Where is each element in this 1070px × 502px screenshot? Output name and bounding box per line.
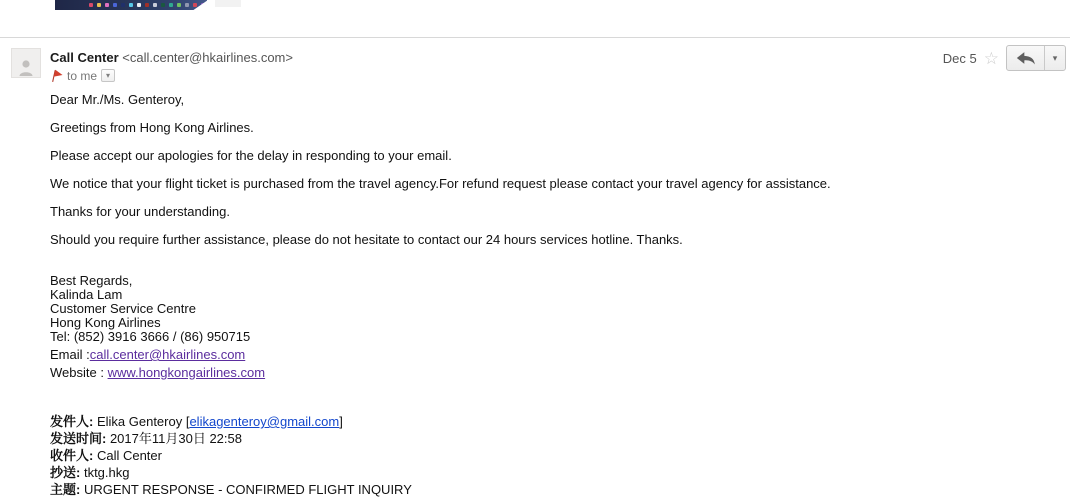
signature-email-link[interactable]: call.center@hkairlines.com bbox=[89, 347, 246, 362]
body-paragraph: Thanks for your understanding. bbox=[50, 204, 230, 219]
dock-app-icon bbox=[161, 3, 165, 7]
signature-line: Best Regards, bbox=[50, 273, 133, 288]
recipient-row bbox=[51, 68, 115, 83]
dock-app-icon bbox=[105, 3, 109, 7]
sender-name: Call Center bbox=[50, 50, 119, 65]
dock-app-icon bbox=[185, 3, 189, 7]
signature-website-row bbox=[50, 365, 1000, 381]
dock-app-icon bbox=[129, 3, 133, 7]
dock-app-icon bbox=[113, 3, 117, 7]
body-paragraph: Should you require further assistance, please do not hesitate to contact our 24 hours services hotline. Thanks. bbox=[50, 232, 683, 247]
dock-app-icon bbox=[153, 3, 157, 7]
dock-app-icon bbox=[121, 3, 125, 7]
signature-block bbox=[50, 274, 1000, 381]
quoted-original-headers bbox=[50, 413, 1000, 498]
embedded-fragment-remnant bbox=[215, 0, 241, 7]
message-divider bbox=[0, 37, 1070, 38]
to-label: 收件人: bbox=[50, 448, 94, 463]
cc-label: 抄送: bbox=[50, 465, 81, 480]
body-paragraph: Greetings from Hong Kong Airlines. bbox=[50, 120, 254, 135]
embedded-screenshot-fragment[interactable] bbox=[55, 0, 207, 10]
dock-app-icon bbox=[89, 3, 93, 7]
quoted-from-row bbox=[50, 413, 1000, 430]
sender-row bbox=[50, 50, 293, 65]
email-label: Email : bbox=[50, 347, 90, 362]
from-email-link[interactable]: elikagenteroy@gmail.com bbox=[189, 414, 340, 429]
sent-label: 发送时间: bbox=[50, 431, 107, 446]
reply-arrow-icon bbox=[1016, 51, 1036, 65]
email-body bbox=[50, 91, 1000, 498]
reply-options-dropdown[interactable]: ▾ bbox=[1044, 46, 1065, 70]
dock-app-icon bbox=[169, 3, 173, 7]
body-paragraph: Dear Mr./Ms. Genteroy, bbox=[50, 92, 185, 107]
reply-button[interactable] bbox=[1007, 46, 1044, 70]
body-paragraph: Please accept our apologies for the delay in responding to your email. bbox=[50, 148, 452, 163]
dock-icons bbox=[89, 3, 205, 7]
sender-avatar bbox=[11, 48, 41, 78]
from-close-bracket: ] bbox=[339, 414, 343, 429]
quoted-cc-row bbox=[50, 464, 1000, 481]
recipient-label: to me bbox=[67, 68, 98, 83]
reply-button-group bbox=[1006, 45, 1066, 71]
signature-line: Tel: (852) 3916 3666 / (86) 950715 bbox=[50, 329, 251, 344]
dock-app-icon bbox=[137, 3, 141, 7]
header-tools bbox=[943, 44, 1066, 72]
subject-label: 主题: bbox=[50, 482, 81, 497]
show-details-button[interactable]: ▾ bbox=[101, 69, 115, 82]
quoted-sent-row bbox=[50, 430, 1000, 447]
person-icon bbox=[14, 55, 38, 77]
to-value: Call Center bbox=[93, 448, 162, 463]
dock-app-icon bbox=[201, 3, 205, 7]
from-name: Elika Genteroy [ bbox=[93, 414, 190, 429]
signature-line: Kalinda Lam bbox=[50, 287, 123, 302]
cc-value: tktg.hkg bbox=[80, 465, 130, 480]
website-label: Website : bbox=[50, 365, 108, 380]
body-paragraph: We notice that your flight ticket is purchased from the travel agency.For refund request please contact your travel agency for assistance. bbox=[50, 176, 831, 191]
signature-email-row bbox=[50, 347, 1000, 363]
dock-app-icon bbox=[193, 3, 197, 7]
message-date: Dec 5 bbox=[942, 50, 977, 66]
dock-app-icon bbox=[177, 3, 181, 7]
quoted-subject-row bbox=[50, 481, 1000, 498]
sender-email: <call.center@hkairlines.com> bbox=[122, 50, 293, 65]
signature-website-link[interactable]: www.hongkongairlines.com bbox=[107, 365, 266, 380]
dock-app-icon bbox=[97, 3, 101, 7]
red-flag-icon bbox=[50, 68, 63, 83]
sent-value: 2017年11月30日 22:58 bbox=[106, 431, 242, 446]
subject-value: URGENT RESPONSE - CONFIRMED FLIGHT INQUIRY bbox=[80, 482, 412, 497]
dock-app-icon bbox=[145, 3, 149, 7]
quoted-to-row bbox=[50, 447, 1000, 464]
star-button[interactable]: ☆ bbox=[983, 48, 999, 68]
signature-line: Hong Kong Airlines bbox=[50, 315, 161, 330]
from-label: 发件人: bbox=[50, 414, 94, 429]
signature-line: Customer Service Centre bbox=[50, 301, 196, 316]
